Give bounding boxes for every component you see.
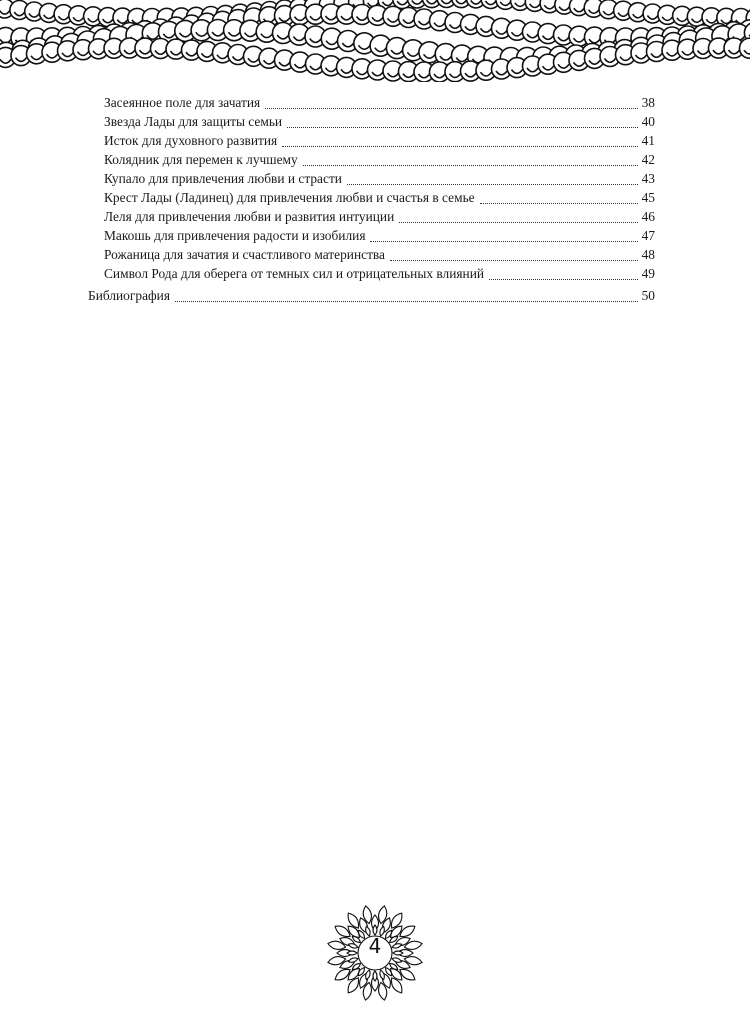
toc-entry[interactable] [104,113,655,131]
toc-entry-title: Символ Рода для оберега от темных сил и отрицательных влияний [104,265,487,283]
toc-leader-dots [390,259,638,261]
toc-entry-page: 50 [641,287,655,305]
mandala-petal [380,970,384,980]
toc-entry[interactable] [104,246,655,264]
toc-entry[interactable] [104,132,655,150]
toc-entry-bibliography[interactable] [88,287,655,305]
toc-entry-page: 43 [641,170,655,188]
toc-entry-title: Макошь для привлечения радости и изобилия [104,227,368,245]
toc-entry-title: Крест Лады (Ладинец) для привлечения любви и счастья в семье [104,189,478,207]
toc-entry[interactable] [104,227,655,245]
toc-leader-dots [265,107,638,109]
toc-leader-dots [489,278,638,280]
toc-entry[interactable] [104,189,655,207]
toc-entry-title: Колядник для перемен к лучшему [104,151,301,169]
toc-entry-page: 40 [641,113,655,131]
toc-entry-title: Библиография [88,287,173,305]
toc-entry-page: 42 [641,151,655,169]
toc-entry[interactable] [104,208,655,226]
toc-entry-page: 45 [641,189,655,207]
toc-leader-dots [175,300,638,302]
toc-leader-dots [370,240,638,242]
mandala-petal [348,958,358,962]
toc-entry-title: Леля для привлечения любви и развития интуиции [104,208,397,226]
mandala-petal [366,970,370,980]
toc-entry-page: 41 [641,132,655,150]
header-scale-ornament [0,0,750,82]
toc-entry-title: Засеянное поле для зачатия [104,94,263,112]
toc-entry[interactable] [104,170,655,188]
toc-entry-title: Купало для привлечения любви и страсти [104,170,345,188]
toc-entry-page: 48 [641,246,655,264]
toc-entry-page: 47 [641,227,655,245]
page-number: 4 [320,934,430,958]
toc-entry-title: Звезда Лады для защиты семьи [104,113,285,131]
toc-entry[interactable] [104,94,655,112]
toc-leader-dots [399,221,638,223]
mandala-petal [392,958,402,962]
toc-entry-page: 49 [641,265,655,283]
toc-leader-dots [347,183,638,185]
toc-entry-page: 38 [641,94,655,112]
toc-leader-dots [303,164,638,166]
toc-entry[interactable] [104,265,655,283]
mandala-petal [373,971,377,981]
toc-leader-dots [480,202,638,204]
page-folio [320,898,430,1008]
toc-leader-dots [282,145,638,147]
toc-entry-title: Исток для духовного развития [104,132,280,150]
toc-entry-title: Рожаница для зачатия и счастливого материнства [104,246,388,264]
toc-entry-page: 46 [641,208,655,226]
toc-leader-dots [287,126,638,128]
toc-entry[interactable] [104,151,655,169]
